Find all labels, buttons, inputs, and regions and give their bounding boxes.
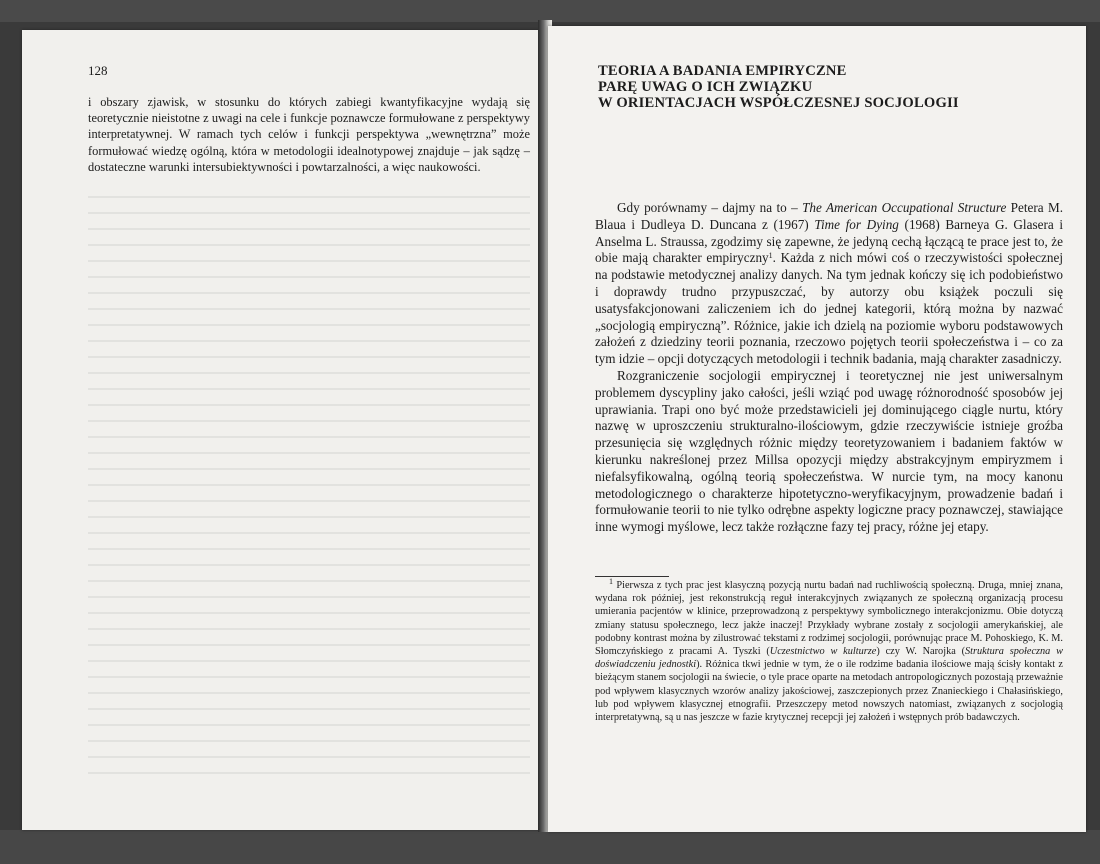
text-run: Petera M. Blaua i Dudleya D. Duncana z (1967): [595, 200, 1064, 232]
chapter-title-line: W ORIENTACJACH WSPÓŁCZESNEJ SOCJOLOGII: [598, 95, 959, 112]
scanner-background-top: [0, 0, 1100, 22]
text-run: ) czy W. Narojka (: [876, 646, 966, 658]
body-text: [595, 200, 1063, 536]
footnote-number: 1: [609, 577, 613, 586]
left-page-text: i obszary zjawisk, w stosunku do których zabiegi kwantyfikacyjne wydają się teoretycznie nieistotne z uwagi na cele i funkcje poznawcze formułowane z perspektywy interpretatywnej. W ramach tych celów i funkcji perspektywa „wewnętrzna” może formułować wiedzę ogólną, która w metodologii idealnotypowej znajduje – jak sądzę – dostateczne warunki intersubiektywności i powtarzalności, a więc naukowości.: [88, 95, 530, 174]
text-run: (1968) Barneya G. Glasera i Anselma L. Straussa, zgodzimy się zapewne, że jedyną cechą łączącą te prace jest to, że obie mają charakter empiryczny: [595, 216, 1063, 266]
chapter-title-line: PARĘ UWAG O ICH ZWIĄZKU: [598, 79, 813, 96]
footnote-reference: 1: [768, 251, 773, 261]
footnote-paragraph: [595, 579, 1063, 724]
chapter-title-line: TEORIA A BADANIA EMPIRYCZNE: [598, 63, 847, 79]
book-title: The American Occupational Structure: [802, 200, 1007, 215]
chapter-title: [598, 63, 1068, 112]
book-title: Struktura społeczna w doświadczeniu jednostki: [595, 646, 1063, 671]
text-run: . Każda z nich mówi coś o rzeczywistości społecznej na podstawie metodycznej analizy danych. Na tym jednak kończy się ich podobieństwo i doprawdy trudno przypuszczać, by autorzy obu książek poczuli się usatysfakcjonowani zaliczeniem ich do jednej kategorii, którą można by nazwać „socjologią empiryczną”. Różnice, jakie ich dzielą na poziomie wyboru podstawowych założeń z dziedziny teorii poznania, rzeczowo pojętych teorii społeczeństwa i – co za tym idzie – opcji dotyczących metodologii i technik badania, mają charakter zasadniczy.: [595, 250, 1063, 367]
footnote-separator: [595, 576, 669, 577]
paragraph: Rozgraniczenie socjologii empirycznej i teoretycznej nie jest uniwersalnym problemem dyscypliny jako całości, jeśli wziąć pod uwagę różnorodność sposobów jej uprawiania. Trapi ono być może przedstawicieli jej dominującego ciągle nurtu, który nazwę w uproszczeniu strukturalno-ilościowym, gdzie rzeczywiście istnieje groźba przesunięcia się względnych różnic między teoretyzowaniem i badaniem faktów w kierunku nakreślonej przez Millsa opozycji między abstrakcyjnym empiryzmem i niefalsyfikowalną, ogólną teorią społeczeństwa. W nurcie tym, na mocy kanonu metodologicznego o charakterze hipotetyczno-weryfikacyjnym, prowadzenie badań i formułowanie teorii to nie tylko odrębne aspekty logiczne pracy poznawczej, stawiające inne wymogi myślowe, lecz także rozłączne fazy tej pracy, różne jej etapy.: [595, 367, 1063, 535]
page-number: 128: [88, 63, 108, 78]
scanner-background-bottom: [0, 830, 1100, 864]
text-run: Pierwsza z tych prac jest klasyczną pozycją nurtu badań nad ruchliwością społeczną. Druga, mniej znana, wydana rok później, jest rekonstrukcją reguł interakcyjnych związanych ze społeczną organizacją procesu umierania pacjentów w klinice, przeprowadzoną z perspektywy symbolicznego interakcjonizmu. Obie dotyczą zmiany statusu społecznego, lecz jakże inaczej! Przykłady wybrane zostały z socjologii amerykańskiej, ale podobny kontrast można by zilustrować tekstami z rodzimej socjologii, porównując prace M. Pohoskiego, K. M. Słomczyńskiego z pracami A. Tyszki (: [595, 580, 1063, 658]
book-title: Uczestnictwo w kulturze: [769, 646, 877, 658]
paragraph: [595, 200, 1063, 368]
text-run: Gdy porównamy – dajmy na to –: [617, 200, 803, 215]
text-run: ). Różnica tkwi jednie w tym, że o ile rodzime badania ilościowe mają ścisły kontakt z bieżącym stanem socjologii na świecie, o tyle prace oparte na metodach antropologicznych pozostają przeważnie pod wpływem klasycznych wzorów analizy jakościowej, zaszczepionych przez Znanieckiego i Chałasińskiego, lub pod wpływem klasycznej etnografii. Przeszczepy metod nowszych natomiast, związanych z socjologią interpretatywną, są u nas jeszcze w fazie krytycznej recepcji jej założeń i wstępnych prób badawczych.: [595, 659, 1063, 724]
right-page: [548, 26, 1086, 832]
show-through-texture: [88, 188, 530, 788]
footnote: [595, 579, 1063, 724]
left-page: [22, 30, 542, 830]
book-title: Time for Dying: [814, 216, 899, 232]
